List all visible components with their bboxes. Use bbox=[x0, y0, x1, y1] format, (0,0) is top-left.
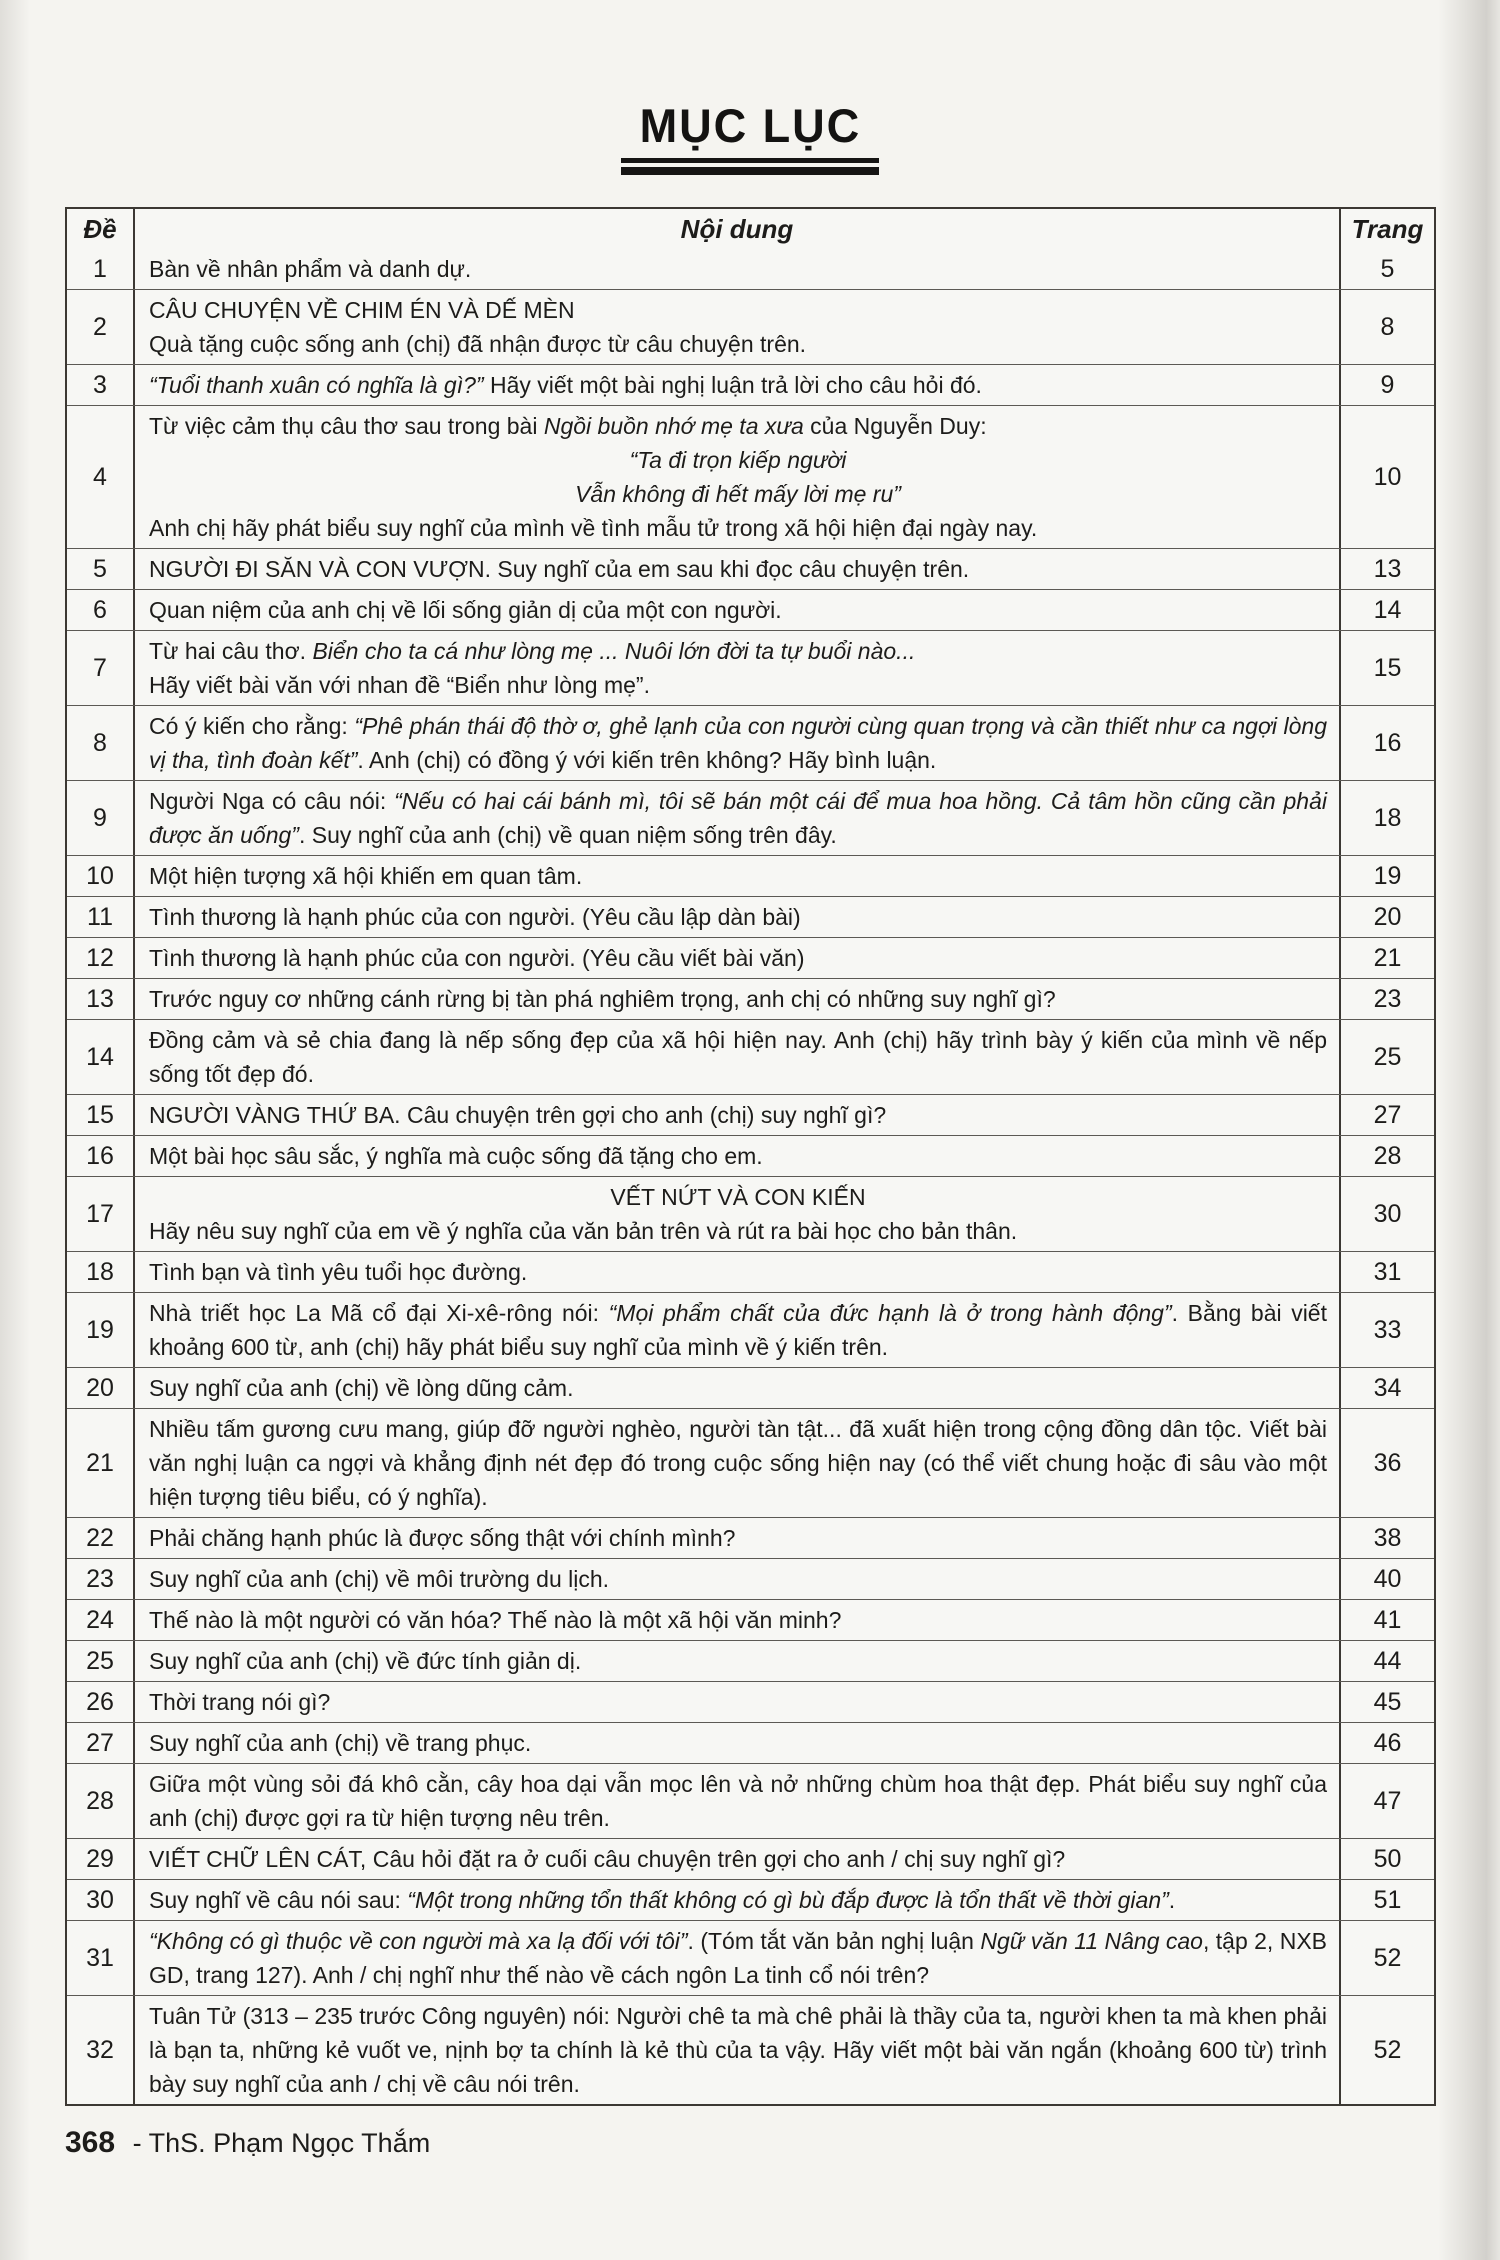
table-row bbox=[67, 1722, 1434, 1763]
content-line: NGƯỜI VÀNG THỨ BA. Câu chuyện trên gợi cho anh (chị) suy nghĩ gì? bbox=[149, 1102, 887, 1128]
content-line: Một hiện tượng xã hội khiến em quan tâm. bbox=[149, 863, 583, 889]
right-edge-shadow bbox=[1438, 0, 1500, 2260]
table-row bbox=[67, 1517, 1434, 1558]
page-title-wrap bbox=[0, 100, 1500, 175]
content-line: Tình thương là hạnh phúc của con người. (Yêu cầu viết bài văn) bbox=[149, 945, 805, 971]
row-number: 12 bbox=[67, 938, 135, 978]
row-content bbox=[135, 1996, 1339, 2104]
toc-header-row bbox=[67, 209, 1434, 249]
table-row bbox=[67, 1408, 1434, 1517]
content-line: Tình bạn và tình yêu tuổi học đường. bbox=[149, 1259, 528, 1285]
content-line: Một bài học sâu sắc, ý nghĩa mà cuộc sống đã tặng cho em. bbox=[149, 1143, 763, 1169]
row-content bbox=[135, 249, 1339, 289]
content-line: Hãy nêu suy nghĩ của em về ý nghĩa của văn bản trên và rút ra bài học cho bản thân. bbox=[149, 1218, 1018, 1244]
table-row bbox=[67, 1838, 1434, 1879]
table-row bbox=[67, 249, 1434, 289]
row-page: 25 bbox=[1339, 1020, 1434, 1094]
row-content bbox=[135, 706, 1339, 780]
row-number: 6 bbox=[67, 590, 135, 630]
row-page: 15 bbox=[1339, 631, 1434, 705]
table-row bbox=[67, 1995, 1434, 2104]
table-row bbox=[67, 1920, 1434, 1995]
row-page: 41 bbox=[1339, 1600, 1434, 1640]
row-content bbox=[135, 938, 1339, 978]
content-line: Từ hai câu thơ. Biển cho ta cá như lòng mẹ ... Nuôi lớn đời ta tự buổi nào... bbox=[149, 638, 916, 664]
table-row bbox=[67, 1879, 1434, 1920]
row-number: 18 bbox=[67, 1252, 135, 1292]
content-line: VIẾT CHỮ LÊN CÁT, Câu hỏi đặt ra ở cuối câu chuyện trên gợi cho anh / chị suy nghĩ gì? bbox=[149, 1846, 1066, 1872]
content-line: Trước nguy cơ những cánh rừng bị tàn phá nghiêm trọng, anh chị có những suy nghĩ gì? bbox=[149, 986, 1056, 1012]
row-content bbox=[135, 549, 1339, 589]
left-edge-shadow bbox=[0, 0, 30, 2260]
row-number: 25 bbox=[67, 1641, 135, 1681]
page-footer bbox=[65, 2126, 430, 2160]
content-line: NGƯỜI ĐI SĂN VÀ CON VƯỢN. Suy nghĩ của em sau khi đọc câu chuyện trên. bbox=[149, 556, 970, 582]
row-page: 14 bbox=[1339, 590, 1434, 630]
table-row bbox=[67, 589, 1434, 630]
row-page: 33 bbox=[1339, 1293, 1434, 1367]
row-number: 27 bbox=[67, 1723, 135, 1763]
row-page: 20 bbox=[1339, 897, 1434, 937]
row-number: 5 bbox=[67, 549, 135, 589]
row-content bbox=[135, 1559, 1339, 1599]
content-line: Nhiều tấm gương cưu mang, giúp đỡ người nghèo, người tàn tật... đã xuất hiện trong cộng đồng dân tộc. Viết bài văn nghị luận ca ngợi và khẳng định nét đẹp đó trong cuộc sống hiện nay (có thể viết chung hoặc đi sâu vào một hiện tượng tiêu biểu, có ý nghĩa). bbox=[149, 1416, 1327, 1510]
row-number: 21 bbox=[67, 1409, 135, 1517]
row-number: 22 bbox=[67, 1518, 135, 1558]
content-line: Tuân Tử (313 – 235 trước Công nguyên) nói: Người chê ta mà chê phải là thầy của ta, người khen ta mà khen phải là bạn ta, những kẻ vuốt ve, nịnh bợ ta chính là kẻ thù của ta vậy. Hãy viết một bài văn ngắn (khoảng 600 từ) trình bày suy nghĩ của anh / chị về câu nói trên. bbox=[149, 2003, 1327, 2097]
row-page: 50 bbox=[1339, 1839, 1434, 1879]
table-row bbox=[67, 1640, 1434, 1681]
row-page: 31 bbox=[1339, 1252, 1434, 1292]
row-content bbox=[135, 781, 1339, 855]
content-line: Vẫn không đi hết mấy lời mẹ ru” bbox=[575, 481, 901, 507]
row-page: 8 bbox=[1339, 290, 1434, 364]
content-line: Có ý kiến cho rằng: “Phê phán thái độ thờ ơ, ghẻ lạnh của con người cùng quan trọng và cần thiết như ca ngợi lòng vị tha, tình đoàn kết”. Anh (chị) có đồng ý với kiến trên không? Hãy bình luận. bbox=[149, 713, 1327, 773]
table-row bbox=[67, 364, 1434, 405]
table-row bbox=[67, 978, 1434, 1019]
row-content bbox=[135, 631, 1339, 705]
table-row bbox=[67, 1094, 1434, 1135]
row-page: 9 bbox=[1339, 365, 1434, 405]
row-number: 13 bbox=[67, 979, 135, 1019]
table-row bbox=[67, 937, 1434, 978]
row-content bbox=[135, 856, 1339, 896]
row-page: 40 bbox=[1339, 1559, 1434, 1599]
toc-table bbox=[65, 207, 1436, 2106]
row-content bbox=[135, 1641, 1339, 1681]
row-number: 9 bbox=[67, 781, 135, 855]
table-row bbox=[67, 1251, 1434, 1292]
content-line: Suy nghĩ về câu nói sau: “Một trong những tổn thất không có gì bù đắp được là tổn thất về thời gian”. bbox=[149, 1887, 1176, 1913]
content-line: “Tuổi thanh xuân có nghĩa là gì?” Hãy viết một bài nghị luận trả lời cho câu hỏi đó. bbox=[149, 372, 982, 398]
row-page: 30 bbox=[1339, 1177, 1434, 1251]
table-row bbox=[67, 705, 1434, 780]
row-number: 7 bbox=[67, 631, 135, 705]
footer-author: - ThS. Phạm Ngọc Thắm bbox=[132, 2128, 431, 2158]
row-page: 18 bbox=[1339, 781, 1434, 855]
row-number: 4 bbox=[67, 406, 135, 548]
row-page: 21 bbox=[1339, 938, 1434, 978]
row-number: 31 bbox=[67, 1921, 135, 1995]
row-page: 51 bbox=[1339, 1880, 1434, 1920]
row-page: 28 bbox=[1339, 1136, 1434, 1176]
table-row bbox=[67, 1176, 1434, 1251]
row-number: 1 bbox=[67, 249, 135, 289]
row-content bbox=[135, 1409, 1339, 1517]
content-line: VẾT NỨT VÀ CON KIẾN bbox=[610, 1184, 866, 1210]
row-page: 38 bbox=[1339, 1518, 1434, 1558]
content-line: Suy nghĩ của anh (chị) về lòng dũng cảm. bbox=[149, 1375, 574, 1401]
row-number: 17 bbox=[67, 1177, 135, 1251]
content-line: Người Nga có câu nói: “Nếu có hai cái bánh mì, tôi sẽ bán một cái để mua hoa hồng. Cả tâm hồn cũng cần phải được ăn uống”. Suy nghĩ của anh (chị) về quan niệm sống trên đây. bbox=[149, 788, 1327, 848]
row-content bbox=[135, 1293, 1339, 1367]
row-page: 27 bbox=[1339, 1095, 1434, 1135]
table-row bbox=[67, 855, 1434, 896]
row-content bbox=[135, 1136, 1339, 1176]
content-line: Suy nghĩ của anh (chị) về môi trường du lịch. bbox=[149, 1566, 610, 1592]
header-trang: Trang bbox=[1339, 209, 1434, 249]
row-content bbox=[135, 590, 1339, 630]
row-number: 11 bbox=[67, 897, 135, 937]
row-number: 14 bbox=[67, 1020, 135, 1094]
row-content bbox=[135, 1682, 1339, 1722]
content-line: Nhà triết học La Mã cổ đại Xi-xê-rông nói: “Mọi phẩm chất của đức hạnh là ở trong hành động”. Bằng bài viết khoảng 600 từ, anh (chị) hãy phát biểu suy nghĩ của mình về ý kiến trên. bbox=[149, 1300, 1327, 1360]
row-number: 28 bbox=[67, 1764, 135, 1838]
row-content bbox=[135, 1600, 1339, 1640]
row-content bbox=[135, 1095, 1339, 1135]
row-page: 34 bbox=[1339, 1368, 1434, 1408]
row-number: 29 bbox=[67, 1839, 135, 1879]
header-de: Đề bbox=[67, 209, 135, 249]
footer-page-number: 368 bbox=[65, 2126, 116, 2159]
row-content bbox=[135, 1368, 1339, 1408]
row-number: 24 bbox=[67, 1600, 135, 1640]
row-content bbox=[135, 1880, 1339, 1920]
table-row bbox=[67, 1763, 1434, 1838]
content-line: Từ việc cảm thụ câu thơ sau trong bài Ngồi buồn nhớ mẹ ta xưa của Nguyễn Duy: bbox=[149, 413, 987, 439]
header-noi-dung: Nội dung bbox=[680, 213, 794, 244]
table-row bbox=[67, 1681, 1434, 1722]
table-row bbox=[67, 1599, 1434, 1640]
content-line: Bàn về nhân phẩm và danh dự. bbox=[149, 256, 472, 282]
row-number: 32 bbox=[67, 1996, 135, 2104]
row-number: 15 bbox=[67, 1095, 135, 1135]
row-number: 16 bbox=[67, 1136, 135, 1176]
row-page: 52 bbox=[1339, 1996, 1434, 2104]
row-content bbox=[135, 1764, 1339, 1838]
table-row bbox=[67, 548, 1434, 589]
table-row bbox=[67, 1019, 1434, 1094]
row-page: 52 bbox=[1339, 1921, 1434, 1995]
page-title: MỤC LỤC bbox=[639, 99, 861, 152]
row-page: 47 bbox=[1339, 1764, 1434, 1838]
table-row bbox=[67, 1558, 1434, 1599]
row-content bbox=[135, 1723, 1339, 1763]
table-row bbox=[67, 1135, 1434, 1176]
row-number: 20 bbox=[67, 1368, 135, 1408]
content-line: “Ta đi trọn kiếp người bbox=[629, 447, 847, 473]
row-content bbox=[135, 365, 1339, 405]
content-line: Anh chị hãy phát biểu suy nghĩ của mình về tình mẫu tử trong xã hội hiện đại ngày nay. bbox=[149, 515, 1038, 541]
row-page: 13 bbox=[1339, 549, 1434, 589]
content-line: Quan niệm của anh chị về lối sống giản dị của một con người. bbox=[149, 597, 782, 623]
row-content bbox=[135, 290, 1339, 364]
row-number: 26 bbox=[67, 1682, 135, 1722]
row-number: 2 bbox=[67, 290, 135, 364]
content-line: Suy nghĩ của anh (chị) về trang phục. bbox=[149, 1730, 532, 1756]
table-row bbox=[67, 289, 1434, 364]
row-content bbox=[135, 897, 1339, 937]
table-row bbox=[67, 1367, 1434, 1408]
row-page: 45 bbox=[1339, 1682, 1434, 1722]
row-number: 23 bbox=[67, 1559, 135, 1599]
row-page: 36 bbox=[1339, 1409, 1434, 1517]
content-line: Suy nghĩ của anh (chị) về đức tính giản dị. bbox=[149, 1648, 582, 1674]
title-underline bbox=[621, 158, 879, 175]
table-row bbox=[67, 896, 1434, 937]
table-row bbox=[67, 780, 1434, 855]
content-line: Hãy viết bài văn với nhan đề “Biển như lòng mẹ”. bbox=[149, 672, 650, 698]
content-line: Tình thương là hạnh phúc của con người. (Yêu cầu lập dàn bài) bbox=[149, 904, 801, 930]
row-page: 5 bbox=[1339, 249, 1434, 289]
table-row bbox=[67, 1292, 1434, 1367]
table-row bbox=[67, 630, 1434, 705]
content-line: “Không có gì thuộc về con người mà xa lạ đối với tôi”. (Tóm tắt văn bản nghị luận Ngữ văn 11 Nâng cao, tập 2, NXB GD, trang 127). Anh / chị nghĩ như thế nào về cách ngôn La tinh cổ nói trên? bbox=[149, 1928, 1328, 1988]
row-page: 44 bbox=[1339, 1641, 1434, 1681]
row-number: 3 bbox=[67, 365, 135, 405]
content-line: Quà tặng cuộc sống anh (chị) đã nhận được từ câu chuyện trên. bbox=[149, 331, 807, 357]
row-number: 10 bbox=[67, 856, 135, 896]
row-number: 30 bbox=[67, 1880, 135, 1920]
content-line: Phải chăng hạnh phúc là được sống thật với chính mình? bbox=[149, 1525, 736, 1551]
row-content bbox=[135, 1921, 1339, 1995]
content-line: CÂU CHUYỆN VỀ CHIM ÉN VÀ DẾ MÈN bbox=[149, 297, 575, 323]
table-row bbox=[67, 405, 1434, 548]
row-content bbox=[135, 1252, 1339, 1292]
content-line: Thế nào là một người có văn hóa? Thế nào là một xã hội văn minh? bbox=[149, 1607, 842, 1633]
content-line: Đồng cảm và sẻ chia đang là nếp sống đẹp của xã hội hiện nay. Anh (chị) hãy trình bày ý kiến của mình về nếp sống tốt đẹp đó. bbox=[149, 1027, 1327, 1087]
row-number: 8 bbox=[67, 706, 135, 780]
row-page: 46 bbox=[1339, 1723, 1434, 1763]
row-content bbox=[135, 1839, 1339, 1879]
row-content bbox=[135, 1177, 1339, 1251]
row-content bbox=[135, 1020, 1339, 1094]
toc-table-body bbox=[67, 249, 1434, 2104]
content-line: Thời trang nói gì? bbox=[149, 1689, 331, 1715]
row-page: 16 bbox=[1339, 706, 1434, 780]
row-number: 19 bbox=[67, 1293, 135, 1367]
row-content bbox=[135, 1518, 1339, 1558]
row-content bbox=[135, 979, 1339, 1019]
row-page: 10 bbox=[1339, 406, 1434, 548]
row-page: 23 bbox=[1339, 979, 1434, 1019]
row-content bbox=[135, 406, 1339, 548]
content-line: Giữa một vùng sỏi đá khô cằn, cây hoa dại vẫn mọc lên và nở những chùm hoa thật đẹp. Phát biểu suy nghĩ của anh (chị) được gợi ra từ hiện tượng nêu trên. bbox=[149, 1771, 1327, 1831]
row-page: 19 bbox=[1339, 856, 1434, 896]
